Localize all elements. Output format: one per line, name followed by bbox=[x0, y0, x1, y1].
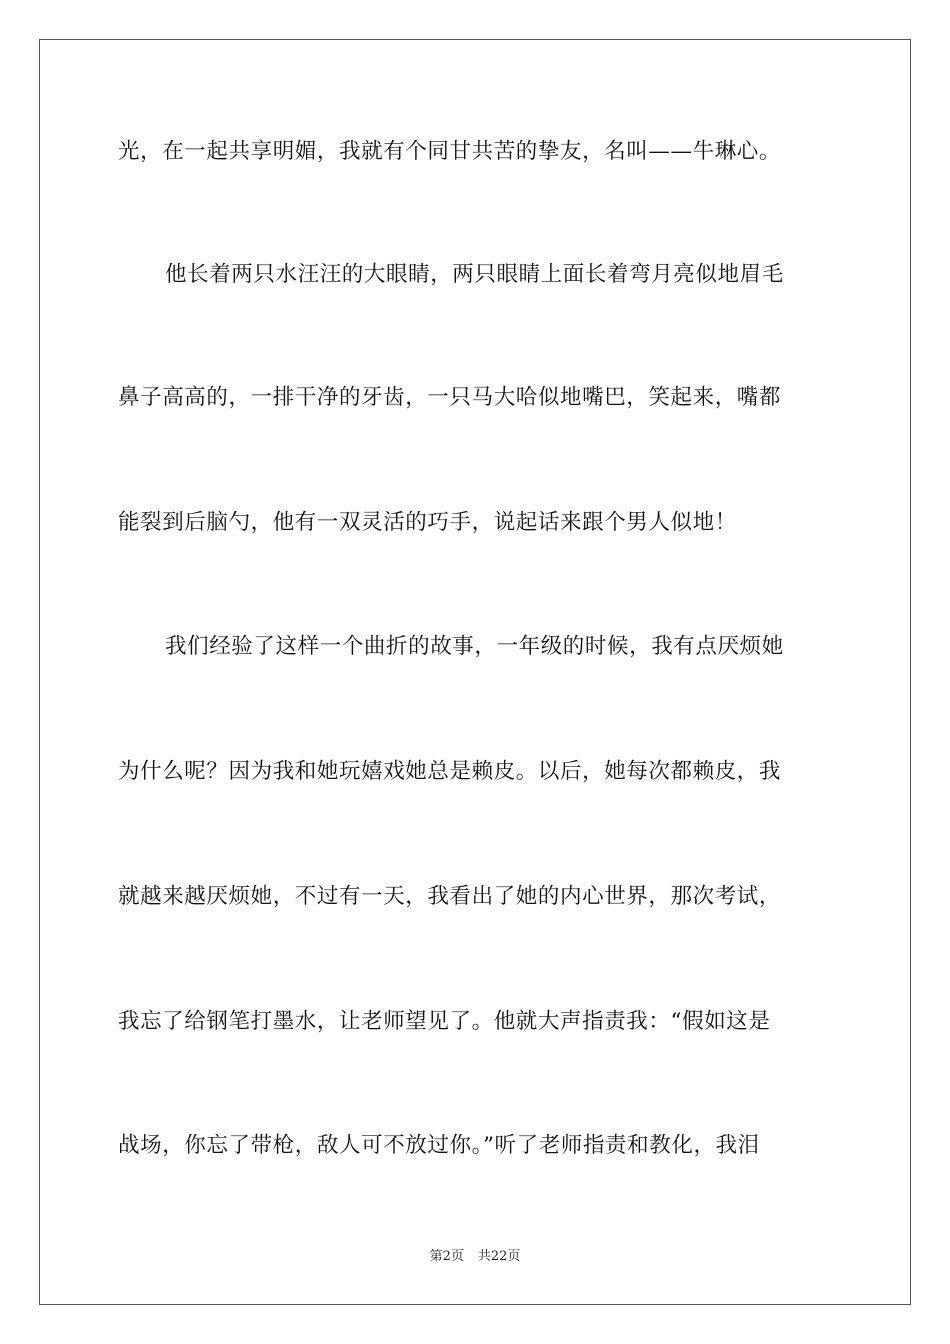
text-line: 就越来越厌烦她，不过有一天，我看出了她的内心世界，那次考试， bbox=[118, 884, 782, 909]
page-border bbox=[39, 39, 911, 1305]
text-line: 他长着两只水汪汪的大眼睛，两只眼睛上面长着弯月亮似地眉毛 bbox=[165, 262, 784, 287]
text-line: 能裂到后脑勺，他有一双灵活的巧手，说起话来跟个男人似地！ bbox=[118, 510, 737, 535]
text-line: 战场，你忘了带枪，敌人可不放过你。”听了老师指责和教化，我泪 bbox=[118, 1133, 760, 1158]
text-line: 光，在一起共享明媚，我就有个同甘共苦的挚友，名叫——牛琳心。 bbox=[118, 139, 782, 164]
text-line: 为什么呢？因为我和她玩嬉戏她总是赖皮。以后，她每次都赖皮，我 bbox=[118, 759, 782, 784]
page-total: 共22页 bbox=[477, 1249, 521, 1264]
text-line: 我们经验了这样一个曲折的故事，一年级的时候，我有点厌烦她 bbox=[165, 634, 784, 659]
page-number: 第2页 bbox=[429, 1249, 464, 1264]
text-line: 鼻子高高的，一排干净的牙齿，一只马大哈似地嘴巴，笑起来，嘴都 bbox=[118, 385, 782, 410]
page-footer bbox=[0, 1248, 950, 1266]
text-line: 我忘了给钢笔打墨水，让老师望见了。他就大声指责我：“假如这是 bbox=[118, 1009, 771, 1034]
